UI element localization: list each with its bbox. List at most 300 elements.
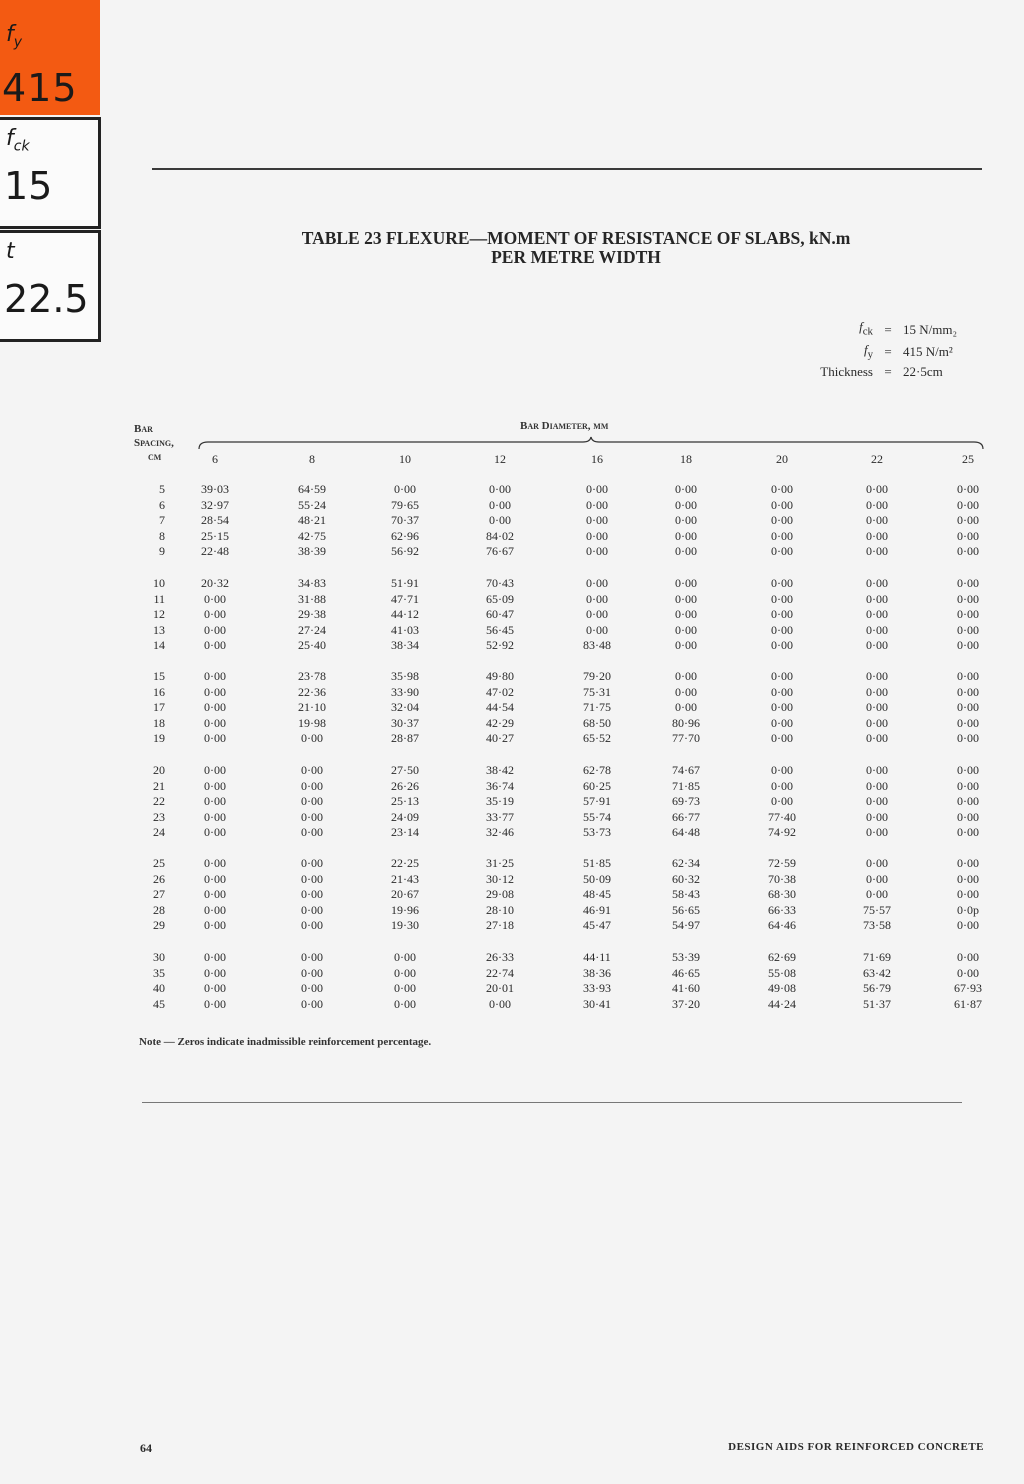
moment-cell: 0·00 xyxy=(586,544,608,558)
spacing-cell: 6 xyxy=(159,497,165,512)
moment-cell: 0·00 xyxy=(957,731,979,745)
param-key: Thickness xyxy=(820,364,873,380)
moment-cell: 0·00 xyxy=(866,622,888,637)
spacing-header-line: cm xyxy=(148,451,162,463)
moment-cell: 0·00 xyxy=(675,700,697,714)
moment-cell: 23·14 xyxy=(391,825,419,839)
moment-cell: 20·67 xyxy=(391,887,419,901)
moment-cell: 37·20 xyxy=(672,996,700,1011)
moment-cell: 0·00 xyxy=(866,482,888,496)
moment-cell: 61·87 xyxy=(954,996,982,1011)
moment-cell: 49·08 xyxy=(768,981,796,995)
moment-cell: 0·00 xyxy=(204,638,226,652)
spacing-cell: 26 xyxy=(153,871,165,886)
top-rule xyxy=(152,168,982,170)
moment-cell: 0·00 xyxy=(489,513,511,527)
moment-cell: 83·48 xyxy=(583,638,611,652)
moment-cell: 68·30 xyxy=(768,887,796,901)
moment-cell: 22·48 xyxy=(201,544,229,558)
moment-cell: 74·67 xyxy=(672,763,700,777)
moment-cell: 38·36 xyxy=(583,965,611,980)
moment-cell: 0·00 xyxy=(675,607,697,621)
moment-cell: 0·00 xyxy=(204,715,226,730)
moment-cell: 51·85 xyxy=(583,856,611,870)
moment-cell: 33·90 xyxy=(391,684,419,699)
moment-cell: 55·08 xyxy=(768,965,796,980)
moment-cell: 56·92 xyxy=(391,544,419,558)
moment-cell: 20·32 xyxy=(201,576,229,590)
moment-cell: 0·00 xyxy=(301,887,323,901)
design-parameters xyxy=(817,318,960,380)
moment-cell: 71·69 xyxy=(863,950,891,964)
moment-cell: 75·57 xyxy=(863,902,891,917)
moment-cell: 0·00 xyxy=(771,778,793,793)
moment-cell: 0·00 xyxy=(866,528,888,543)
moment-cell: 0·00 xyxy=(204,871,226,886)
moment-cell: 0·00 xyxy=(957,576,979,590)
moment-cell: 0·00 xyxy=(771,669,793,683)
title-line-1: TABLE 23 FLEXURE—MOMENT OF RESISTANCE OF SLABS, kN.m xyxy=(301,228,851,248)
moment-cell: 31·25 xyxy=(486,856,514,870)
moment-cell: 38·42 xyxy=(486,763,514,777)
moment-cell: 0·00 xyxy=(771,700,793,714)
running-head: DESIGN AIDS FOR REINFORCED CONCRETE xyxy=(728,1441,984,1453)
t-value: 22.5 xyxy=(4,277,89,321)
spacing-header xyxy=(134,422,174,464)
spacing-cell: 20 xyxy=(153,763,165,777)
moment-cell: 0·00 xyxy=(301,731,323,745)
moment-cell: 0·00 xyxy=(771,638,793,652)
moment-cell: 27·50 xyxy=(391,763,419,777)
moment-cell: 44·54 xyxy=(486,700,514,714)
moment-cell: 0·00 xyxy=(204,794,226,808)
moment-cell: 32·97 xyxy=(201,497,229,512)
moment-cell: 0·00 xyxy=(586,528,608,543)
moment-cell: 35·98 xyxy=(391,669,419,683)
title-line-2: PER METRE WIDTH xyxy=(491,247,661,267)
diameter-column-header: 16 xyxy=(591,452,603,466)
moment-cell: 38·34 xyxy=(391,638,419,652)
moment-cell: 0·00 xyxy=(771,513,793,527)
spacing-header-line: Bar xyxy=(134,423,153,435)
param-row xyxy=(817,318,960,341)
spacing-cell: 40 xyxy=(153,981,165,995)
moment-cell: 70·37 xyxy=(391,513,419,527)
param-value: 415 N/m² xyxy=(902,344,953,360)
moment-cell: 69·73 xyxy=(672,794,700,808)
diameter-column-header: 20 xyxy=(776,452,788,466)
moment-cell: 0·00 xyxy=(489,996,511,1011)
moment-cell: 57·91 xyxy=(583,794,611,808)
moment-cell: 0·00 xyxy=(866,778,888,793)
spacing-cell: 21 xyxy=(153,778,165,793)
moment-cell: 0·00 xyxy=(204,965,226,980)
spacing-cell: 8 xyxy=(159,528,165,543)
spacing-cell: 17 xyxy=(153,700,165,714)
moment-cell: 51·91 xyxy=(391,576,419,590)
moment-cell: 19·98 xyxy=(298,715,326,730)
fck-symbol: $f_{ck}$ xyxy=(6,126,30,155)
param-eq: = xyxy=(884,364,892,380)
spacing-cell: 12 xyxy=(153,607,165,621)
moment-cell: 0·00 xyxy=(204,902,226,917)
moment-cell: 0·00 xyxy=(204,684,226,699)
t-tab xyxy=(0,230,101,342)
moment-cell: 62·69 xyxy=(768,950,796,964)
moment-cell: 0·00 xyxy=(301,825,323,839)
moment-cell: 0·00 xyxy=(866,856,888,870)
moment-cell: 31·88 xyxy=(298,591,326,606)
moment-cell: 0·00 xyxy=(957,544,979,558)
moment-cell: 0·00 xyxy=(771,731,793,745)
moment-cell: 77·40 xyxy=(768,809,796,824)
moment-cell: 0·00 xyxy=(866,794,888,808)
moment-cell: 45·47 xyxy=(583,918,611,932)
moment-cell: 0·00 xyxy=(204,607,226,621)
moment-cell: 67·93 xyxy=(954,981,982,995)
moment-cell: 44·12 xyxy=(391,607,419,621)
moment-cell: 28·54 xyxy=(201,513,229,527)
moment-cell: 0·00 xyxy=(957,778,979,793)
moment-cell: 56·65 xyxy=(672,902,700,917)
spacing-cell: 14 xyxy=(153,638,165,652)
moment-cell: 0·00 xyxy=(866,809,888,824)
moment-cell: 0·00 xyxy=(957,513,979,527)
moment-cell: 30·37 xyxy=(391,715,419,730)
moment-cell: 0·00 xyxy=(586,576,608,590)
moment-cell: 34·83 xyxy=(298,576,326,590)
moment-cell: 19·30 xyxy=(391,918,419,932)
moment-cell: 27·24 xyxy=(298,622,326,637)
moment-cell: 0·00 xyxy=(586,497,608,512)
moment-cell: 48·21 xyxy=(298,513,326,527)
moment-cell: 0·00 xyxy=(771,622,793,637)
spacing-cell: 9 xyxy=(159,544,165,558)
moment-cell: 38·39 xyxy=(298,544,326,558)
moment-cell: 68·50 xyxy=(583,715,611,730)
moment-cell: 0·00 xyxy=(586,591,608,606)
spacing-cell: 24 xyxy=(153,825,165,839)
moment-cell: 0·00 xyxy=(204,591,226,606)
moment-cell: 32·46 xyxy=(486,825,514,839)
moment-cell: 65·09 xyxy=(486,591,514,606)
diameter-column-header: 18 xyxy=(680,452,692,466)
param-key: $f_{ck}$ xyxy=(859,319,873,338)
moment-cell: 0·00 xyxy=(866,731,888,745)
moment-cell: 0·00 xyxy=(866,871,888,886)
moment-cell: 0·00 xyxy=(957,528,979,543)
moment-cell: 0·00 xyxy=(771,684,793,699)
moment-cell: 40·27 xyxy=(486,731,514,745)
moment-cell: 0·00 xyxy=(301,871,323,886)
moment-cell: 56·79 xyxy=(863,981,891,995)
diameter-column-header: 12 xyxy=(494,452,506,466)
moment-cell: 75·31 xyxy=(583,684,611,699)
moment-cell: 25·13 xyxy=(391,794,419,808)
moment-cell: 25·15 xyxy=(201,528,229,543)
moment-cell: 20·01 xyxy=(486,981,514,995)
moment-cell: 0·00 xyxy=(866,638,888,652)
spacing-cell: 35 xyxy=(153,965,165,980)
moment-cell: 0·00 xyxy=(675,622,697,637)
moment-cell: 29·38 xyxy=(298,607,326,621)
moment-cell: 76·67 xyxy=(486,544,514,558)
moment-cell: 0·00 xyxy=(301,809,323,824)
moment-cell: 19·96 xyxy=(391,902,419,917)
page-number: 64 xyxy=(140,1441,152,1455)
moment-cell: 0·00 xyxy=(489,482,511,496)
moment-cell: 0·00 xyxy=(771,763,793,777)
diameter-column-header: 10 xyxy=(399,452,411,466)
table-note: Note — Zeros indicate inadmissible reinforcement percentage. xyxy=(139,1036,432,1048)
moment-cell: 22·25 xyxy=(391,856,419,870)
moment-cell: 23·78 xyxy=(298,669,326,683)
moment-cell: 62·34 xyxy=(672,856,700,870)
spacing-cell: 18 xyxy=(153,715,165,730)
moment-cell: 60·32 xyxy=(672,871,700,886)
moment-cell: 0·00 xyxy=(957,887,979,901)
moment-cell: 0·00 xyxy=(675,497,697,512)
spacing-cell: 13 xyxy=(153,622,165,637)
moment-cell: 0·00 xyxy=(301,856,323,870)
moment-cell: 21·10 xyxy=(298,700,326,714)
moment-cell: 0·00 xyxy=(771,528,793,543)
moment-cell: 50·09 xyxy=(583,871,611,886)
moment-cell: 0·00 xyxy=(957,497,979,512)
moment-cell: 0·00 xyxy=(489,497,511,512)
diameter-column-header: 25 xyxy=(962,452,974,466)
moment-cell: 28·87 xyxy=(391,731,419,745)
param-value: 15 N/mm₂ xyxy=(902,321,957,337)
moment-cell: 0·00 xyxy=(204,996,226,1011)
param-eq: = xyxy=(884,344,892,360)
moment-cell: 0·00 xyxy=(866,591,888,606)
moment-cell: 0·00 xyxy=(957,809,979,824)
moment-cell: 0·00 xyxy=(301,996,323,1011)
moment-cell: 0·00 xyxy=(957,794,979,808)
moment-cell: 30·41 xyxy=(583,996,611,1011)
moment-cell: 0·00 xyxy=(586,622,608,637)
moment-cell: 0·00 xyxy=(204,731,226,745)
moment-cell: 0·00 xyxy=(394,996,416,1011)
moment-cell: 0·00 xyxy=(204,856,226,870)
moment-cell: 27·18 xyxy=(486,918,514,932)
moment-cell: 42·29 xyxy=(486,715,514,730)
param-row xyxy=(817,341,960,364)
moment-cell: 0·00 xyxy=(204,887,226,901)
moment-cell: 26·33 xyxy=(486,950,514,964)
moment-cell: 0·00 xyxy=(675,528,697,543)
moment-cell: 60·47 xyxy=(486,607,514,621)
moment-cell: 0·00 xyxy=(204,981,226,995)
moment-cell: 0·00 xyxy=(866,513,888,527)
diameter-column-header: 6 xyxy=(212,452,218,466)
diameter-header: Bar Diameter, mm xyxy=(520,420,609,432)
moment-cell: 0·00 xyxy=(675,669,697,683)
fy-symbol: $f_y$ xyxy=(6,22,23,51)
moment-cell: 58·43 xyxy=(672,887,700,901)
moment-cell: 0·00 xyxy=(957,700,979,714)
moment-cell: 77·70 xyxy=(672,731,700,745)
moment-cell: 0·00 xyxy=(866,887,888,901)
moment-cell: 64·48 xyxy=(672,825,700,839)
moment-cell: 46·91 xyxy=(583,902,611,917)
moment-cell: 0·00 xyxy=(301,981,323,995)
moment-cell: 0·00 xyxy=(204,950,226,964)
moment-cell: 36·74 xyxy=(486,778,514,793)
moment-cell: 0·00 xyxy=(204,763,226,777)
table-title xyxy=(160,229,992,267)
moment-cell: 48·45 xyxy=(583,887,611,901)
moment-cell: 51·37 xyxy=(863,996,891,1011)
moment-cell: 0·00 xyxy=(957,482,979,496)
moment-cell: 71·75 xyxy=(583,700,611,714)
moment-cell: 0·00 xyxy=(866,700,888,714)
moment-cell: 22·74 xyxy=(486,965,514,980)
moment-cell: 62·96 xyxy=(391,528,419,543)
diameter-column-header: 22 xyxy=(871,452,883,466)
moment-cell: 0·00 xyxy=(957,607,979,621)
moment-cell: 39·03 xyxy=(201,482,229,496)
moment-cell: 0·00 xyxy=(866,669,888,683)
moment-cell: 0·00 xyxy=(866,825,888,839)
moment-cell: 66·33 xyxy=(768,902,796,917)
moment-cell: 0·00 xyxy=(394,482,416,496)
moment-cell: 0·00 xyxy=(394,950,416,964)
moment-cell: 0·00 xyxy=(866,497,888,512)
spacing-cell: 29 xyxy=(153,918,165,932)
moment-cell: 0·00 xyxy=(301,778,323,793)
moment-cell: 0·00 xyxy=(586,607,608,621)
fy-value: 415 xyxy=(2,66,78,110)
spacing-cell: 19 xyxy=(153,731,165,745)
spacing-cell: 45 xyxy=(153,996,165,1011)
moment-cell: 47·02 xyxy=(486,684,514,699)
moment-cell: 0·00 xyxy=(394,981,416,995)
moment-cell: 0·00 xyxy=(204,669,226,683)
spacing-cell: 7 xyxy=(159,513,165,527)
moment-cell: 0·00 xyxy=(866,684,888,699)
param-eq: = xyxy=(884,321,892,337)
moment-cell: 71·85 xyxy=(672,778,700,793)
moment-cell: 0·00 xyxy=(771,794,793,808)
moment-cell: 0·00 xyxy=(586,513,608,527)
moment-cell: 0·00 xyxy=(301,918,323,932)
t-symbol: t xyxy=(6,239,15,264)
moment-cell: 0·00 xyxy=(301,965,323,980)
moment-cell: 80·96 xyxy=(672,715,700,730)
moment-cell: 0·00 xyxy=(957,591,979,606)
moment-cell: 84·02 xyxy=(486,528,514,543)
spacing-cell: 22 xyxy=(153,794,165,808)
spacing-cell: 5 xyxy=(159,482,165,496)
moment-cell: 0·00 xyxy=(204,622,226,637)
moment-cell: 42·75 xyxy=(298,528,326,543)
moment-cell: 53·73 xyxy=(583,825,611,839)
moment-cell: 0·00 xyxy=(957,950,979,964)
moment-cell: 0·0p xyxy=(957,902,979,917)
moment-cell: 41·03 xyxy=(391,622,419,637)
moment-cell: 60·25 xyxy=(583,778,611,793)
moment-cell: 44·11 xyxy=(583,950,611,964)
moment-cell: 0·00 xyxy=(301,902,323,917)
moment-cell: 49·80 xyxy=(486,669,514,683)
spacing-cell: 10 xyxy=(153,576,165,590)
moment-cell: 54·97 xyxy=(672,918,700,932)
fck-tab xyxy=(0,117,101,229)
moment-cell: 28·10 xyxy=(486,902,514,917)
moment-cell: 0·00 xyxy=(675,544,697,558)
spacing-header-line: Spacing, xyxy=(134,437,174,449)
moment-cell: 55·74 xyxy=(583,809,611,824)
moment-cell: 0·00 xyxy=(957,669,979,683)
param-row xyxy=(817,363,960,380)
moment-cell: 64·59 xyxy=(298,482,326,496)
moment-cell: 0·00 xyxy=(204,918,226,932)
moment-cell: 64·46 xyxy=(768,918,796,932)
moment-cell: 33·77 xyxy=(486,809,514,824)
moment-cell: 41·60 xyxy=(672,981,700,995)
moment-cell: 0·00 xyxy=(394,965,416,980)
moment-cell: 74·92 xyxy=(768,825,796,839)
moment-cell: 47·71 xyxy=(391,591,419,606)
moment-cell: 30·12 xyxy=(486,871,514,886)
moment-cell: 0·00 xyxy=(957,825,979,839)
moment-cell: 0·00 xyxy=(771,715,793,730)
moment-cell: 66·77 xyxy=(672,809,700,824)
fck-value: 15 xyxy=(4,164,53,208)
diameter-brace xyxy=(198,436,984,450)
moment-cell: 0·00 xyxy=(957,622,979,637)
moment-cell: 46·65 xyxy=(672,965,700,980)
moment-cell: 0·00 xyxy=(675,684,697,699)
moment-cell: 0·00 xyxy=(586,482,608,496)
moment-cell: 0·00 xyxy=(957,638,979,652)
spacing-cell: 27 xyxy=(153,887,165,901)
moment-cell: 56·45 xyxy=(486,622,514,637)
moment-cell: 0·00 xyxy=(301,950,323,964)
moment-cell: 0·00 xyxy=(204,700,226,714)
moment-cell: 33·93 xyxy=(583,981,611,995)
spacing-cell: 30 xyxy=(153,950,165,964)
moment-cell: 44·24 xyxy=(768,996,796,1011)
spacing-cell: 23 xyxy=(153,809,165,824)
moment-cell: 0·00 xyxy=(957,918,979,932)
moment-cell: 0·00 xyxy=(866,607,888,621)
spacing-cell: 15 xyxy=(153,669,165,683)
param-key: $f_y$ xyxy=(863,341,873,361)
moment-cell: 0·00 xyxy=(866,763,888,777)
moment-cell: 0·00 xyxy=(301,794,323,808)
moment-cell: 0·00 xyxy=(771,544,793,558)
moment-cell: 0·00 xyxy=(204,809,226,824)
moment-cell: 0·00 xyxy=(675,513,697,527)
moment-cell: 35·19 xyxy=(486,794,514,808)
moment-cell: 0·00 xyxy=(866,576,888,590)
spacing-cell: 28 xyxy=(153,902,165,917)
moment-cell: 0·00 xyxy=(771,576,793,590)
moment-cell: 0·00 xyxy=(866,544,888,558)
moment-cell: 0·00 xyxy=(204,778,226,793)
moment-cell: 22·36 xyxy=(298,684,326,699)
moment-cell: 0·00 xyxy=(771,482,793,496)
fy-tab xyxy=(0,0,100,115)
moment-cell: 0·00 xyxy=(771,591,793,606)
moment-cell: 0·00 xyxy=(957,871,979,886)
moment-cell: 21·43 xyxy=(391,871,419,886)
moment-cell: 0·00 xyxy=(675,591,697,606)
moment-cell: 55·24 xyxy=(298,497,326,512)
